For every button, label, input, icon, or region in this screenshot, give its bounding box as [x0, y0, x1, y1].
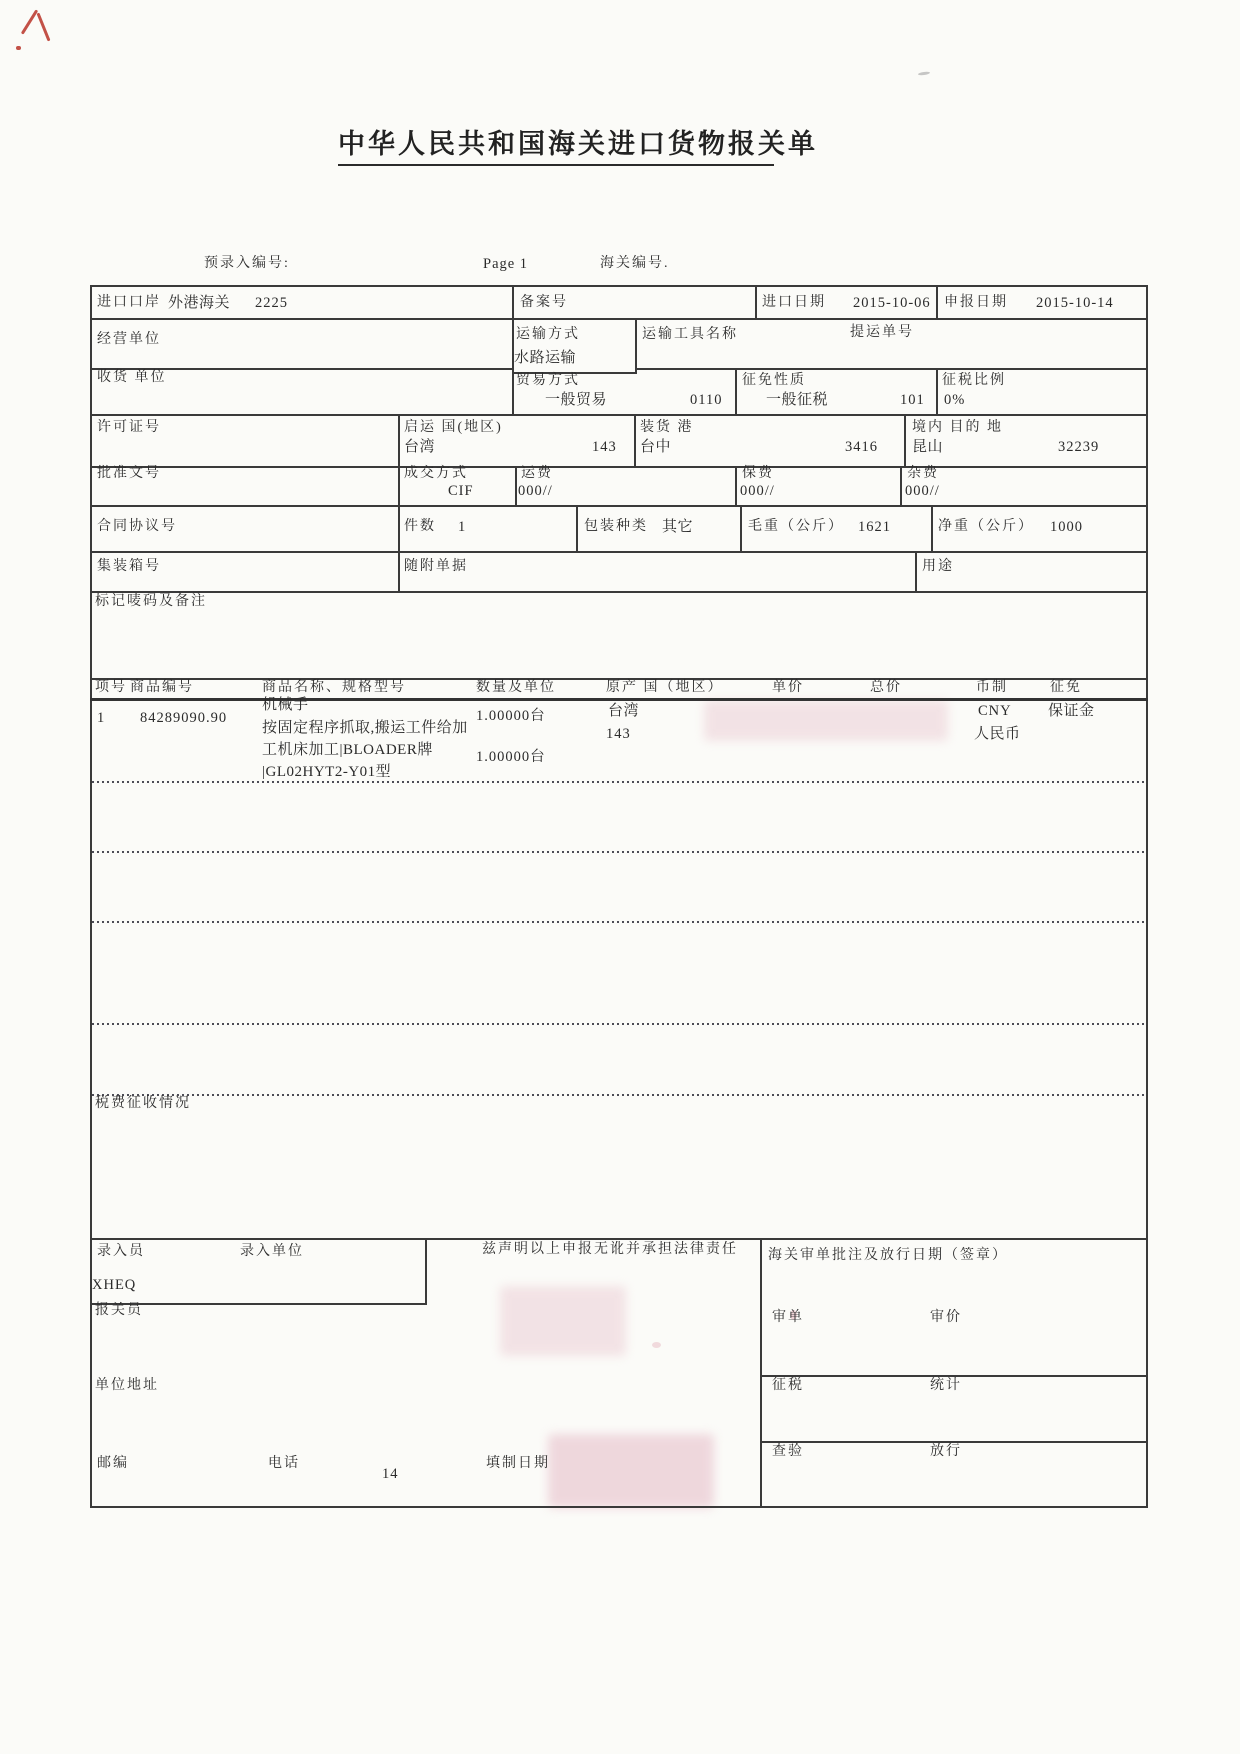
grid-line-v	[904, 414, 906, 466]
origin-country-code: 143	[592, 439, 617, 455]
grid-line-h	[90, 318, 1148, 320]
item-no: 1	[97, 710, 106, 726]
col-commodity-code: 商品编号	[130, 680, 194, 695]
grid-line-h	[90, 414, 1148, 416]
unit-address-label: 单位地址	[95, 1378, 159, 1393]
destination-label: 境内 目的 地	[912, 420, 1003, 435]
grid-line-v	[735, 466, 737, 505]
fill-date-label: 填制日期	[486, 1456, 550, 1471]
col-unit-price: 单价	[772, 680, 804, 695]
tax-ratio-label: 征税比例	[942, 373, 1006, 388]
phone-label: 电话	[268, 1456, 300, 1471]
dotted-separator	[92, 781, 1146, 783]
grid-line-h	[760, 1441, 1148, 1443]
scan-artifact-red-stroke	[36, 13, 50, 42]
table-border-bottom	[90, 1506, 1148, 1508]
grid-line-v	[900, 466, 902, 505]
col-item-no: 项号	[95, 680, 127, 695]
col-levy: 征免	[1050, 680, 1082, 695]
inspection-label: 查验	[772, 1444, 804, 1459]
item-qty-1: 1.00000台	[476, 708, 546, 724]
grid-line-v	[936, 285, 938, 318]
consignee-label: 收货 单位	[97, 370, 167, 385]
grid-line-v	[915, 551, 917, 591]
grid-line-v	[760, 1238, 762, 1506]
levy-nature-label: 征免性质	[742, 373, 806, 388]
import-date-value: 2015-10-06	[853, 295, 931, 311]
item-currency-name: 人民币	[974, 726, 1021, 742]
table-border-right	[1146, 285, 1148, 1508]
transport-mode-label: 运输方式	[516, 327, 580, 342]
item-header-separator	[90, 698, 1148, 701]
item-name-line3: 工机床加工|BLOADER牌	[262, 742, 433, 758]
col-currency: 币制	[976, 680, 1008, 695]
tax-collection-label: 税费征收情况	[95, 1096, 191, 1111]
packing-value: 其它	[662, 519, 694, 535]
item-levy-mode: 保证金	[1048, 703, 1095, 719]
levy-nature-code: 101	[900, 392, 925, 408]
grid-line-h	[90, 505, 1148, 507]
sheet-page-number: 14	[382, 1466, 399, 1482]
redaction-item-prices	[704, 700, 948, 741]
terms-label: 成交方式	[404, 466, 468, 481]
gross-weight-label: 毛重（公斤）	[748, 519, 844, 534]
document-title: 中华人民共和国海关进口货物报关单	[338, 131, 774, 166]
grid-line-v	[634, 414, 636, 466]
grid-line-h	[90, 591, 1148, 593]
item-origin-code: 143	[606, 726, 631, 742]
freight-value: 000//	[518, 483, 553, 499]
net-weight-label: 净重（公斤）	[938, 519, 1034, 534]
entry-box-right	[425, 1238, 427, 1303]
declare-date-label: 申报日期	[944, 295, 1008, 310]
item-name-line1: 机械手	[262, 697, 309, 713]
import-date-label: 进口日期	[762, 295, 826, 310]
loading-port-label: 装货 港	[640, 420, 694, 435]
redaction-fill-date	[548, 1434, 714, 1508]
import-port-value: 外港海关	[168, 295, 231, 311]
grid-line-v	[635, 318, 637, 374]
contract-label: 合同协议号	[97, 519, 177, 534]
dotted-separator	[92, 1023, 1146, 1025]
pieces-value: 1	[458, 519, 467, 535]
levy-nature-value: 一般征税	[766, 392, 829, 408]
grid-line-h	[760, 1375, 1148, 1377]
marks-remarks-label: 标记唛码及备注	[95, 594, 207, 609]
release-label: 放行	[930, 1444, 962, 1459]
col-commodity-name: 商品名称、规格型号	[262, 680, 406, 695]
grid-line-v	[398, 414, 400, 591]
misc-fee-label: 杂费	[907, 466, 939, 481]
gross-weight-value: 1621	[858, 519, 891, 535]
tax-ratio-value: 0%	[944, 392, 966, 408]
terms-value: CIF	[448, 483, 474, 499]
declaration-statement: 兹声明以上申报无讹并承担法律责任	[482, 1242, 738, 1257]
packing-label: 包装种类	[584, 519, 648, 534]
col-qty-unit: 数量及单位	[476, 680, 556, 695]
origin-country-value: 台湾	[404, 439, 436, 455]
grid-line-v	[576, 505, 578, 551]
scan-artifact-red-dot	[16, 46, 21, 50]
trade-mode-label: 贸易方式	[516, 373, 580, 388]
grid-line-h	[90, 551, 1148, 553]
operator-label: 经营单位	[97, 332, 161, 347]
import-port-label: 进口口岸	[97, 295, 161, 310]
customs-no-label: 海关编号.	[600, 256, 670, 271]
bill-no-label: 提运单号	[850, 325, 914, 340]
transport-tool-label: 运输工具名称	[642, 327, 738, 342]
misc-fee-value: 000//	[905, 483, 940, 499]
loading-port-value: 台中	[640, 439, 672, 455]
license-label: 许可证号	[97, 420, 161, 435]
import-port-code: 2225	[255, 295, 288, 311]
grid-line-v	[931, 505, 933, 551]
entry-clerk-label: 录入员	[97, 1244, 145, 1259]
item-qty-2: 1.00000台	[476, 749, 546, 765]
customs-note-label: 海关审单批注及放行日期（签章）	[768, 1248, 1008, 1263]
pieces-label: 件数	[404, 519, 436, 534]
col-total-price: 总价	[870, 680, 902, 695]
dotted-separator	[92, 921, 1146, 923]
review-label: 审单	[772, 1310, 804, 1325]
net-weight-value: 1000	[1050, 519, 1083, 535]
redaction-declaration-area	[500, 1286, 626, 1356]
trade-mode-value: 一般贸易	[545, 392, 608, 408]
item-currency-code: CNY	[978, 703, 1012, 719]
table-border-top	[90, 285, 1148, 287]
entry-clerk-value: XHEQ	[92, 1277, 137, 1293]
item-code: 84289090.90	[140, 710, 228, 726]
grid-line-h	[635, 368, 1148, 370]
table-border-left	[90, 285, 92, 1508]
approval-label: 批准文号	[97, 466, 161, 481]
freight-label: 运费	[521, 466, 553, 481]
trade-mode-code: 0110	[690, 392, 723, 408]
declare-date-value: 2015-10-14	[1036, 295, 1114, 311]
grid-line-v	[515, 466, 517, 505]
item-origin: 台湾	[608, 703, 640, 719]
dotted-separator	[92, 851, 1146, 853]
insurance-value: 000//	[740, 483, 775, 499]
taxation-label: 征税	[772, 1378, 804, 1393]
scan-artifact-red-stroke	[21, 9, 38, 34]
scan-artifact-gray-speck	[918, 71, 930, 76]
grid-line-v	[755, 285, 757, 318]
grid-line-v	[740, 505, 742, 551]
item-name-line4: |GL02HYT2-Y01型	[262, 764, 392, 780]
statistics-label: 统计	[930, 1378, 962, 1393]
grid-line-v	[936, 368, 938, 414]
pre-entry-no-label: 预录入编号:	[204, 256, 290, 271]
origin-country-label: 启运 国(地区)	[404, 420, 503, 435]
valuation-label: 审价	[930, 1310, 962, 1325]
scan-artifact-pink-speck	[652, 1342, 661, 1348]
page-indicator: Page 1	[483, 256, 529, 272]
item-name-line2: 按固定程序抓取,搬运工件给加	[262, 720, 468, 736]
record-no-label: 备案号	[520, 295, 568, 310]
declarant-label: 报关员	[95, 1303, 143, 1318]
zip-label: 邮编	[97, 1456, 129, 1471]
insurance-label: 保费	[742, 466, 774, 481]
grid-line-h	[90, 1238, 1148, 1240]
destination-value: 昆山	[912, 439, 944, 455]
grid-line-v	[735, 368, 737, 414]
documents-label: 随附单据	[404, 559, 468, 574]
loading-port-code: 3416	[845, 439, 878, 455]
col-origin-country: 原产 国（地区）	[606, 680, 724, 695]
dotted-separator	[92, 1094, 1146, 1096]
container-label: 集装箱号	[97, 559, 161, 574]
entry-unit-label: 录入单位	[240, 1244, 304, 1259]
destination-code: 32239	[1058, 439, 1100, 455]
grid-line-h	[90, 466, 1148, 468]
usage-label: 用途	[922, 559, 954, 574]
transport-mode-value: 水路运输	[514, 350, 577, 366]
